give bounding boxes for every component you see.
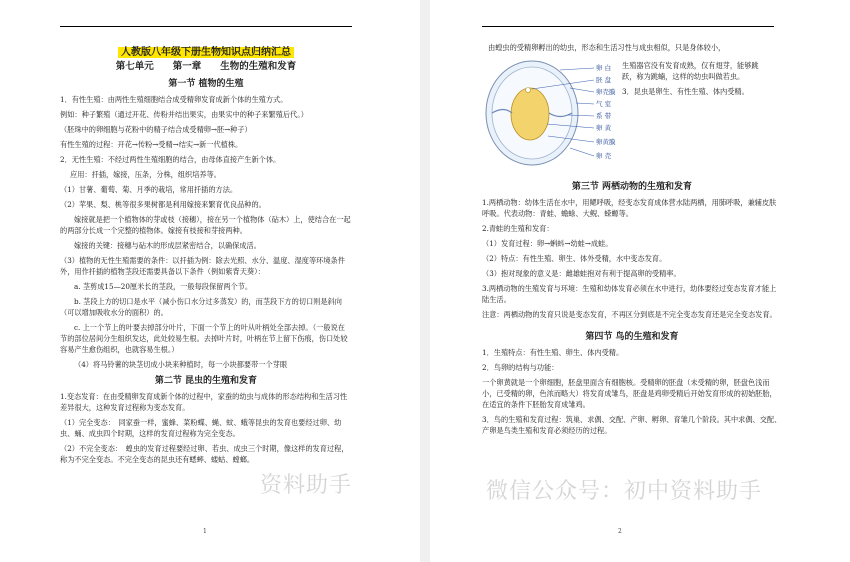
paragraph: 应用：扦插，嫁接，压条，分株，组织培养等。 [70,170,221,179]
egg-label-air-cell: 气 室 [596,100,612,108]
paragraph: 嫁接的关键：接穗与砧木的形成层紧密结合，以确保成活。 [74,241,261,250]
document-page-2 [430,0,850,562]
paragraph: 1．有性生殖：由两性生殖细胞结合成受精卵发育成新个体的生殖方式。 [60,95,288,104]
paragraph: （2）特点：有性生殖、卵生、体外受精，水中变态发育。 [482,254,667,263]
paragraph: 1．生殖特点：有性生殖、卵生、体内受精。 [482,348,624,357]
paragraph: 例如：种子繁殖（通过开花、传粉并结出果实，由果实中的种子来繁殖后代。） [60,110,308,119]
egg-label-germinal-disc: 胚 盘 [596,76,612,84]
section-heading-3: 第三节 两栖动物的生殖和发育 [571,182,693,192]
watermark: 资料助手 [260,473,353,498]
page2-side-text [622,60,762,101]
paragraph: 嫁接就是把一个植物体的芽或枝（接穗），接在另一个植物体（砧木）上，使结合在一起的两部分长成一个完整的植物体。嫁接有枝接和芽接两种。 [60,215,351,235]
egg-label-chalaza: 系 带 [596,112,612,120]
paragraph: （1）完全变态： 同家蚕一样，蜜蜂、菜粉蝶、蝇、蚊、蛾等昆虫的发育也要经过卵、幼虫、蛹、成虫四个时期，这样的发育过程称为完全变态。 [60,418,342,438]
paragraph: 有性生殖的过程：开花→传粉→受精→结实→新一代植株。 [60,140,243,149]
section-heading-1: 第一节 植物的生殖 [168,79,244,89]
header-rule [60,26,352,27]
egg-label-yolk-membrane: 卵黄膜 [596,138,616,146]
paragraph: （1）发育过程：卵→蝌蚪→幼蛙→成蛙。 [482,239,613,248]
paragraph: （3）植物的无性生殖需要的条件：以扦插为例：除去光照、水分、温度、湿度等环境条件外，用作扦插的植物茎段还需要具备以下条件（例如紫背天葵）： [60,256,345,276]
paragraph: b. 茎段上方的切口是水平（减小伤口水分过多蒸发）的，而茎段下方的切口则是斜向（可以增加吸收水分的面积）的。 [60,297,342,317]
paragraph: 2.青蛙的生殖和发育： [482,224,554,233]
paragraph: 注意：两栖动物的发育只说是变态发育，不再区分到底是不完全变态发育还是完全变态发育。 [482,310,777,319]
unit-chapter-heading: 第七单元 第一章 生物的生殖和发育 [115,61,297,72]
paragraph: 一个卵黄就是一个卵细胞，胚盘里面含有细胞核。受精卵的胚盘（未受精的卵，胚盘色浅而小，已受精的卵，色浓而略大）将发育成雏鸟，胚盘是鸡卵受精后开始发育形成的初始胚胎，在适宜的条件下胚胎发育成雏鸡。 [482,378,777,409]
paragraph: 3．鸟的生殖和发育过程：筑巢、求偶、交配、产卵、孵卵、育雏几个阶段。其中求偶、交配、产卵是鸟类生殖和发育必须经历的过程。 [482,415,782,435]
paragraph: 2．无性生殖：不经过两性生殖细胞的结合，由母体直接产生新个体。 [60,155,281,164]
paragraph: 1.两栖动物：幼体生活在水中，用鳃呼吸，经变态发育成体营水陆两栖，用肺呼吸，兼辅皮肤呼吸。代表动物：青蛙、蟾蜍、大鲵、蝾螈等。 [482,198,777,218]
document-page-1 [0,0,420,562]
paragraph: 3.两栖动物的生殖发育与环境：生殖和幼体发育必须在水中进行，幼体要经过变态发育才能上陆生活。 [482,284,777,304]
germinal-disc [526,88,531,93]
egg-label-shell: 卵 壳 [596,152,612,160]
paragraph: 由蝗虫的受精卵孵出的幼虫，形态和生活习性与成虫相似，只是身体较小， [488,43,726,52]
paragraph: 2．鸟卵的结构与功能： [482,363,559,372]
paragraph: （4）将马铃薯的块茎切成小块来种植时，每一小块都要带一个芽眼 [74,360,288,369]
paragraph: （胚珠中的卵细胞与花粉中的精子结合成受精卵→胚→种子） [60,125,252,134]
egg-label-yolk: 卵 黄 [596,124,612,132]
paragraph: （2）苹果、梨、桃等很多果树都是利用嫁接来繁育优良品种的。 [60,200,266,209]
paragraph: 1.变态发育：在由受精卵发育成新个体的过程中，家蚕的幼虫与成体的形态结构和生活习性差异很大，这种发育过程称为变态发育。 [60,392,348,412]
page-number: 1 [203,528,207,535]
document-title: 人教版八年级下册生物知识点归纳汇总 [60,46,352,60]
page2-intro [482,42,782,57]
paragraph: a. 茎剪成15—20厘米长的茎段，一般每段保留两个节。 [74,282,253,291]
paragraph: （3）抱对现象的意义是：雌雄蛙抱对有利于提高卵的受精率。 [482,269,681,278]
page1-body [60,46,352,469]
paragraph: 3．昆虫是卵生、有性生殖、体内受精。 [622,87,749,96]
paragraph: c. 上一个节上的叶要去掉部分叶片，下面一个节上的叶从叶柄处全部去掉。（一般说在节的部位居间分生组织发达，此处较易生根。去掉叶片时，叶柄在节上留下伤痕，伤口处较容易产生愈伤组织，也就容易生根。） [60,323,348,354]
page-number: 2 [618,528,622,535]
egg-label-shell-membrane: 卵壳膜 [596,88,616,96]
section-heading-4: 第四节 鸟的生殖和发育 [585,332,679,342]
header-rule [482,26,774,27]
page2-body [482,178,782,440]
paragraph: （2）不完全变态： 蝗虫的发育过程要经过卵、若虫、成虫三个时期，像这样的发育过程，称为不完全变态。不完全变态的昆虫还有蟋蟀、蝼蛄、螳螂。 [60,444,349,464]
watermark: 微信公众号：初中资料助手 [486,479,763,504]
paragraph: 生殖器官没有发育成熟，仅有翅芽，能够跳跃，称为跳蝻，这样的幼虫叫做若虫。 [622,61,759,81]
section-heading-2: 第二节 昆虫的生殖和发育 [154,376,258,386]
paragraph: （1）甘薯、葡萄、菊、月季的栽培，常用扦插的方法。 [60,185,238,194]
egg-label-albumen: 卵 白 [596,64,612,72]
egg-yolk [511,88,549,140]
